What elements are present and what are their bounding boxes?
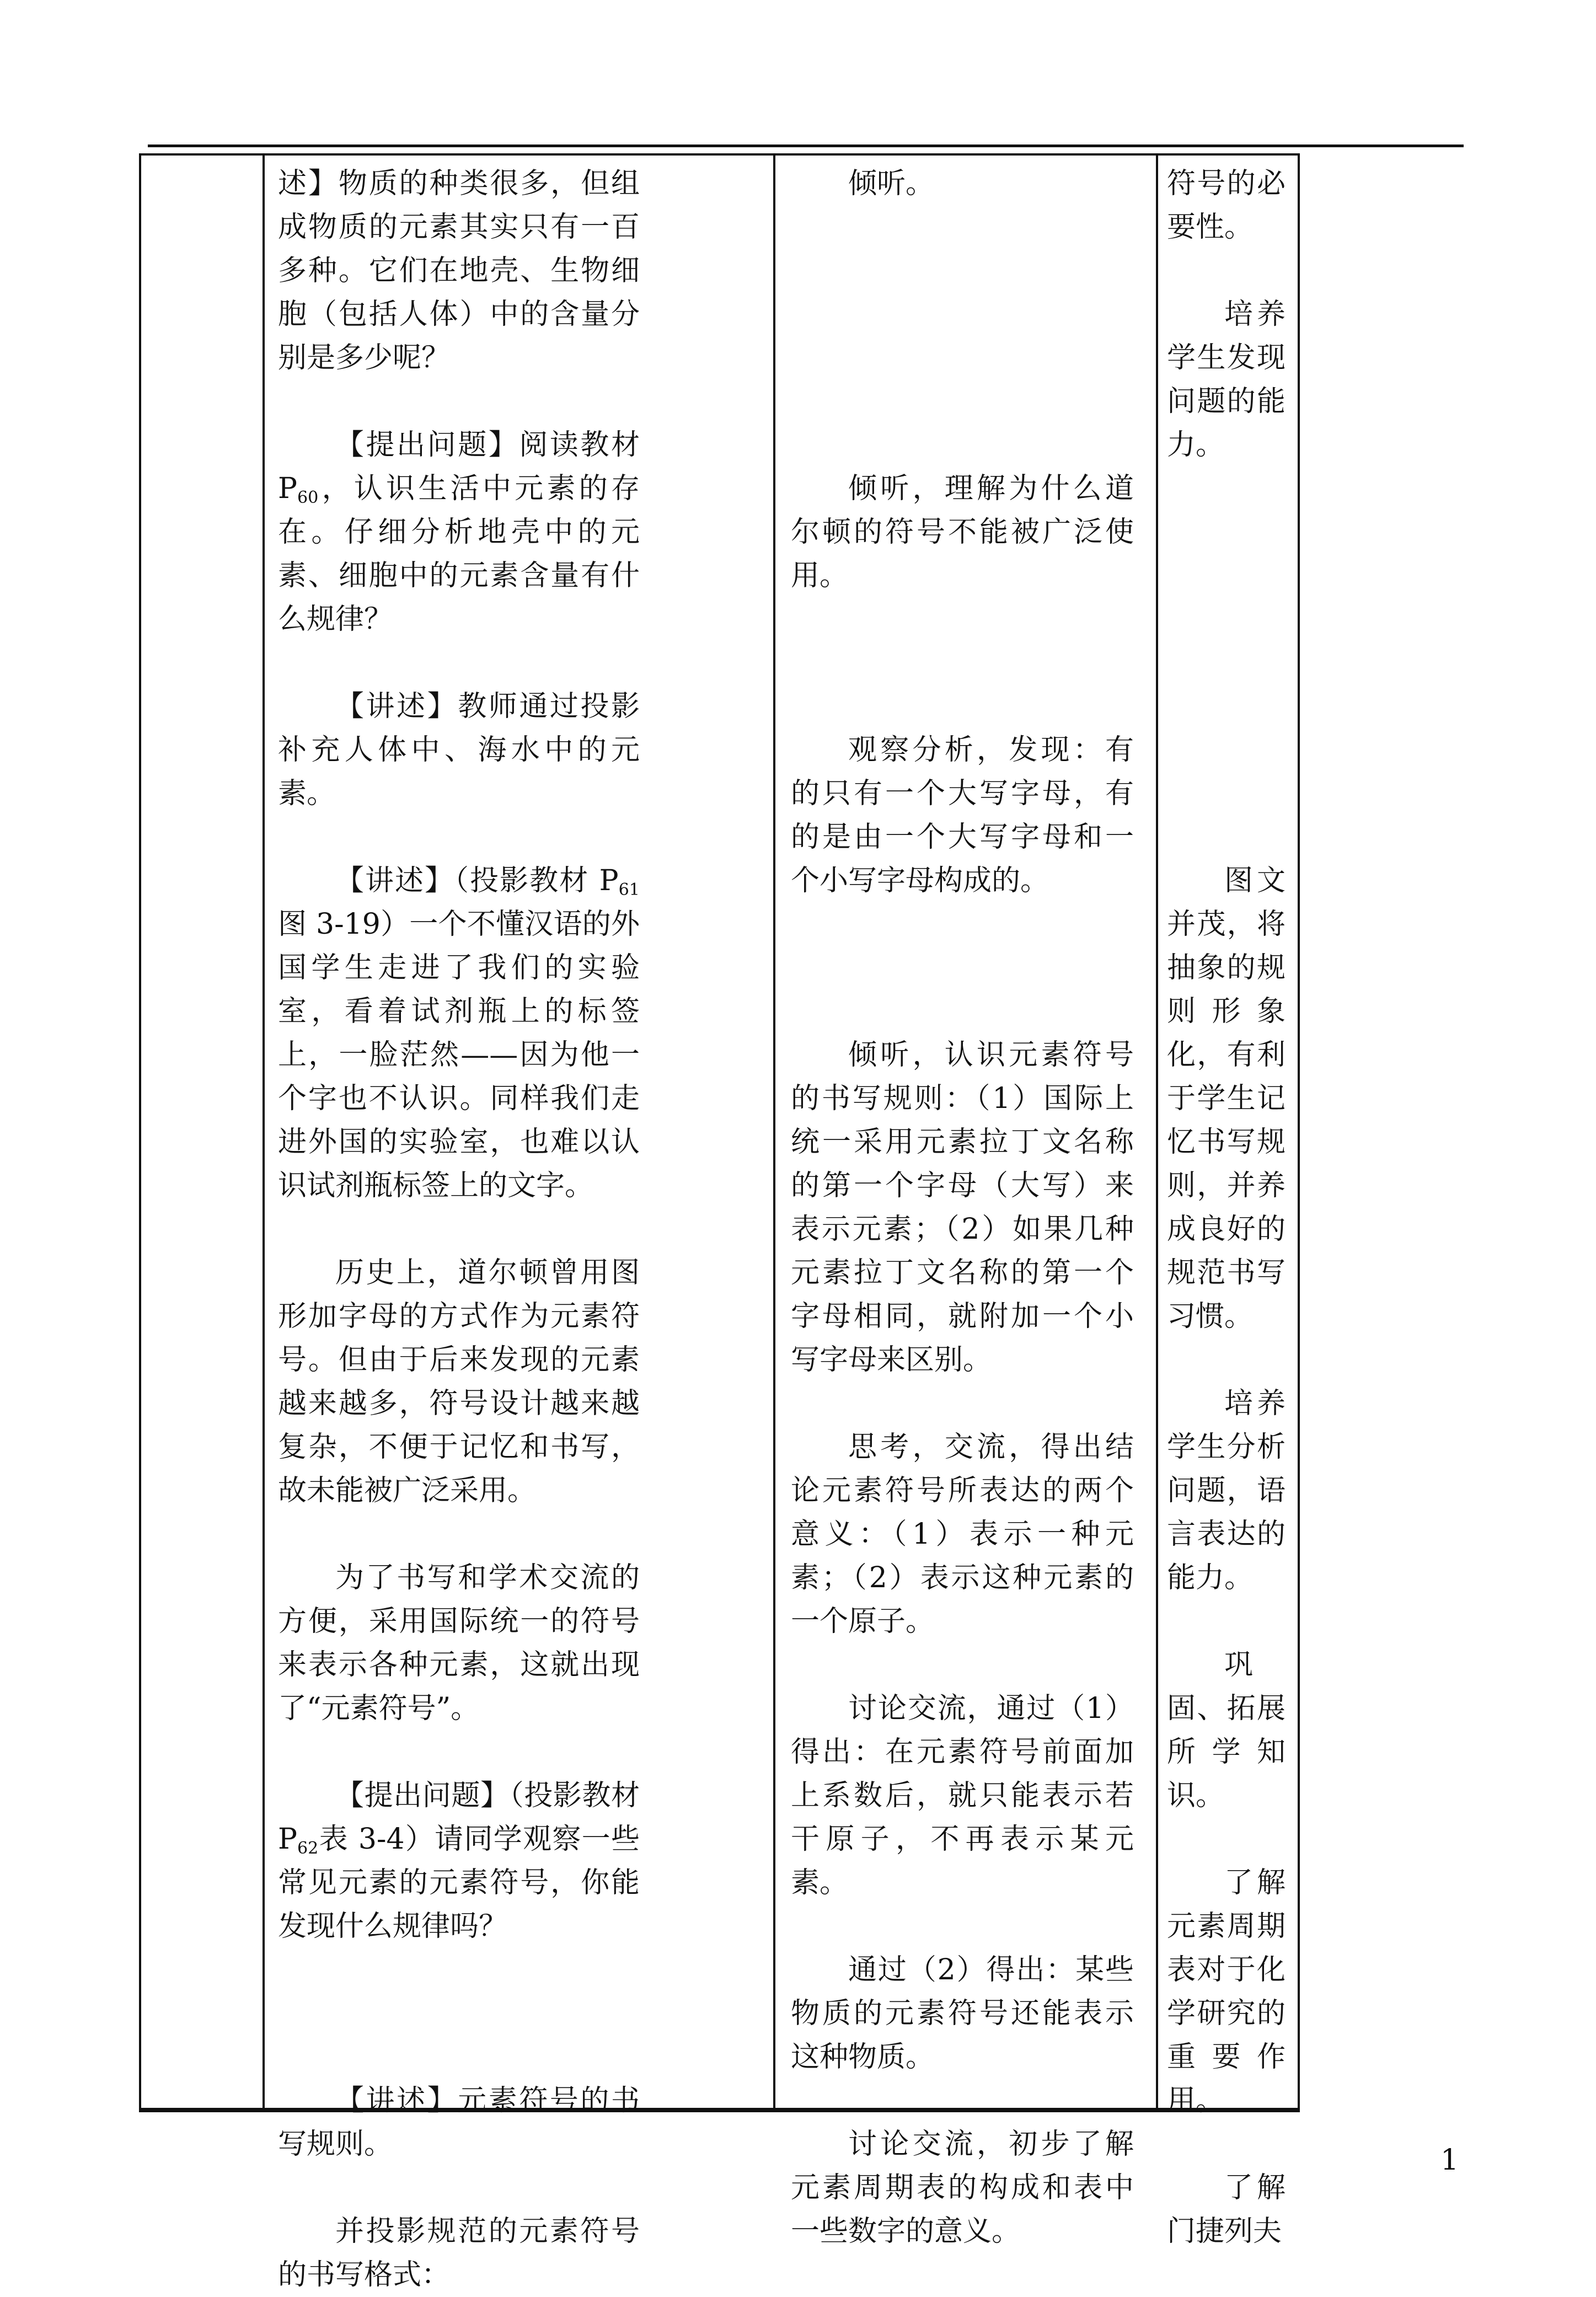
intent-paragraph: 符号的必要性。 [1167, 167, 1286, 244]
intent-paragraph: 巩固、拓展所学知识。 [1167, 1648, 1286, 1812]
teacher-paragraph: 【提出问题】阅读教材 $P_{60}$，认识生活中元素的存在。仔细分析地壳中的元素、细胞中的元素含量有什么规律？ [278, 429, 640, 636]
teacher-activity-column [278, 162, 640, 2297]
intent-paragraph: 了解元素周期表对于化学研究的重要作用。 [1167, 1866, 1286, 2117]
teacher-paragraph: 【提出问题】（投影教材 $P_{62}$表 3-4）请同学观察一些常见元素的元素符号，你能发现什么规律吗？ [278, 1779, 640, 1943]
lesson-table [139, 153, 1300, 2291]
teacher-paragraph: 【讲述】元素符号的书写规则。 [278, 2084, 640, 2161]
column-divider [1156, 156, 1158, 2110]
header-rule [148, 144, 1464, 147]
student-paragraph: 思考，交流，得出结论元素符号所表达的两个意义：（1）表示一种元素；（2）表示这种元素的一个原子。 [791, 1431, 1134, 1638]
intent-paragraph: 培养学生分析问题，语言表达的能力。 [1167, 1387, 1286, 1594]
teacher-paragraph: 述】物质的种类很多，但组成物质的元素其实只有一百多种。它们在地壳、生物细胞（包括人体）中的含量分别是多少呢？ [278, 167, 640, 374]
page-number: 1 [1440, 2144, 1459, 2177]
intent-paragraph: 培养学生发现问题的能力。 [1167, 298, 1286, 462]
student-paragraph: 倾听。 [848, 167, 935, 200]
intent-paragraph: 了解门捷列夫 [1167, 2171, 1286, 2248]
column-divider [773, 156, 775, 2110]
student-paragraph: 倾听，认识元素符号的书写规则：（1）国际上统一采用元素拉丁文名称的第一个字母（大写）来表示元素；（2）如果几种元素拉丁文名称的第一个字母相同，就附加一个小写字母来区别。 [791, 1038, 1134, 1377]
teacher-paragraph: 历史上，道尔顿曾用图形加字母的方式作为元素符号。但由于后来发现的元素越来越多，符号设计越来越复杂，不便于记忆和书写，故未能被广泛采用。 [278, 1256, 640, 1507]
column-divider [1298, 156, 1300, 2110]
teacher-paragraph: 为了书写和学术交流的方便，采用国际统一的符号来表示各种元素，这就出现了“元素符号”。 [278, 1561, 640, 1725]
student-activity-column [791, 162, 1134, 2253]
student-paragraph: 讨论交流，通过（1）得出：在元素符号前面加上系数后，就只能表示若干原子，不再表示某元素。 [791, 1692, 1134, 1899]
student-paragraph: 观察分析，发现：有的只有一个大写字母，有的是由一个大写字母和一个小写字母构成的。 [791, 733, 1134, 897]
student-paragraph: 通过（2）得出：某些物质的元素符号还能表示这种物质。 [791, 1953, 1134, 2074]
student-paragraph: 倾听，理解为什么道尔顿的符号不能被广泛使用。 [791, 472, 1134, 592]
intent-paragraph: 图文并茂，将抽象的规则形象化，有利于学生记忆书写规则，并养成良好的规范书写习惯。 [1167, 864, 1286, 1333]
column-divider [263, 156, 265, 2110]
student-paragraph: 讨论交流，初步了解元素周期表的构成和表中一些数字的意义。 [791, 2128, 1134, 2248]
design-intent-column [1167, 162, 1286, 2253]
teacher-paragraph: 【讲述】教师通过投影补充人体中、海水中的元素。 [278, 690, 640, 810]
teacher-paragraph: 并投影规范的元素符号的书写格式： [278, 2215, 640, 2291]
teacher-paragraph: 【讲述】（投影教材 $P_{61}$图 3-19）一个不懂汉语的外国学生走进了我们的实验室，看着试剂瓶上的标签上，一脸茫然——因为他一个字也不认识。同样我们走进外国的实验室，也难以认识试剂瓶标签上的文字。 [278, 864, 640, 1202]
